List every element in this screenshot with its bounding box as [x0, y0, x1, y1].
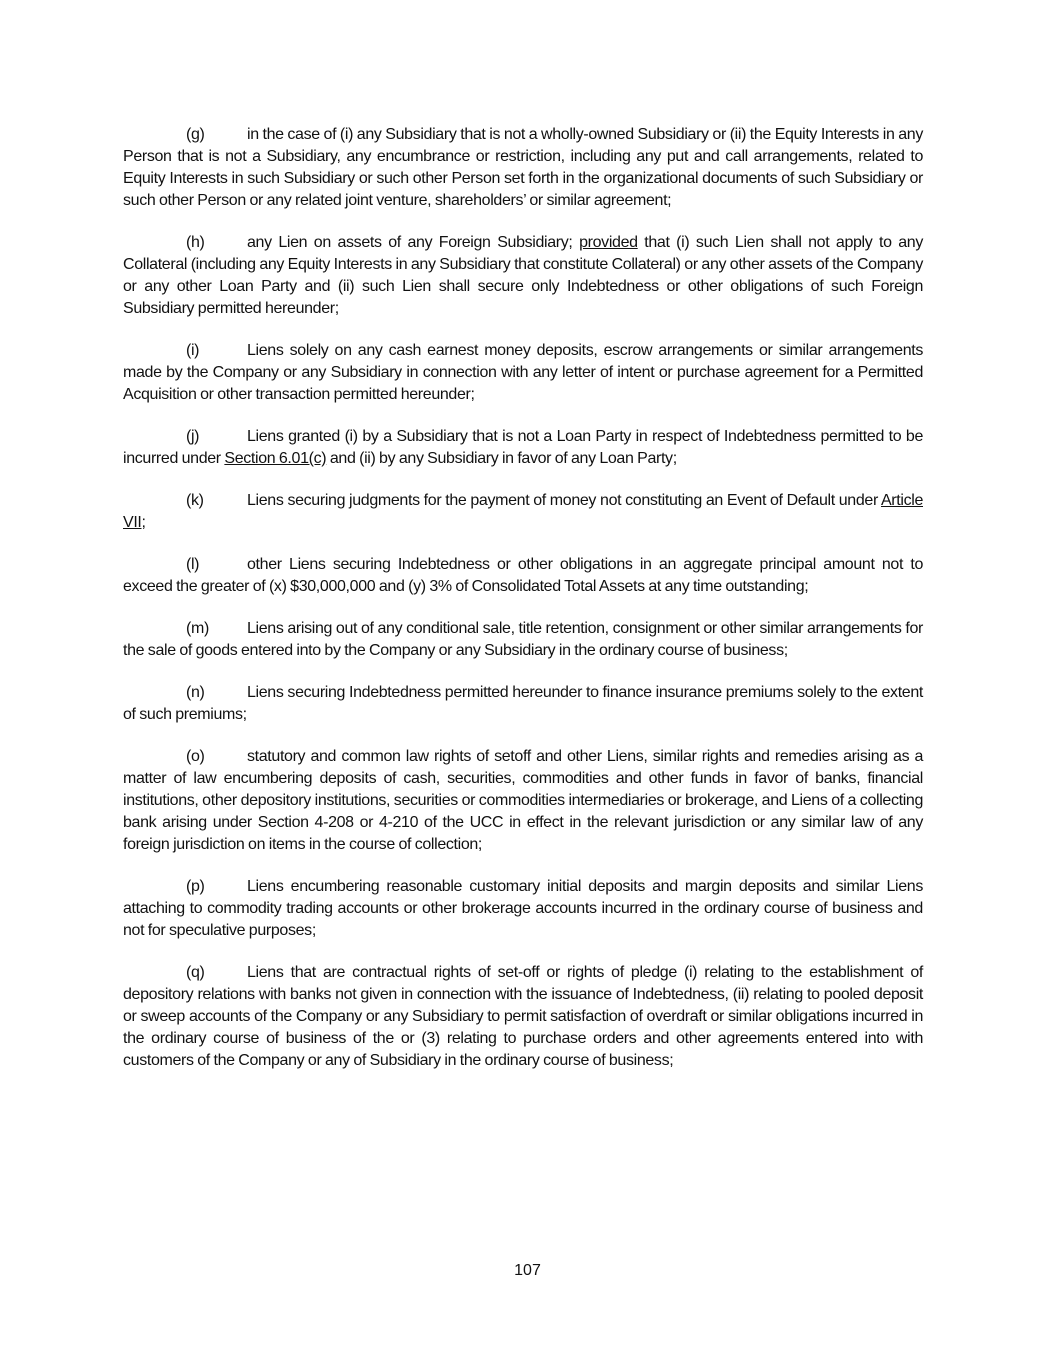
clause-text: Liens solely on any cash earnest money deposits, escrow arrangements or similar arrangements made by the Company or any Subsidiary in connection with any letter of intent or purchase agreement for a Permitted Acquisition or other transaction permitted hereunder;	[123, 342, 923, 403]
page-number: 107	[514, 1262, 541, 1279]
clause-label: (k)	[186, 492, 204, 509]
clause-i	[123, 340, 923, 406]
clause-text: that (i) such Lien shall not apply to any Collateral (including any Equity Interests in any Subsidiary that constitute Collateral) or any other assets of the Company or any other Loan Party and (ii) such Lien shall secure only Indebtedness or other obligations of such Foreign Subsidiary permitted hereunder;	[123, 234, 923, 317]
clause-text: and (ii) by any Subsidiary in favor of any Loan Party;	[326, 450, 677, 467]
document-body	[123, 124, 923, 1092]
clause-label: (i)	[186, 342, 200, 359]
section-reference: Section 6.01(c)	[224, 450, 327, 467]
clause-text: ;	[141, 514, 146, 531]
clause-text: Liens securing Indebtedness permitted hereunder to finance insurance premiums solely to the extent of such premiums;	[123, 684, 923, 723]
clause-label: (n)	[186, 684, 205, 701]
clause-text: Liens arising out of any conditional sale, title retention, consignment or other similar arrangements for the sale of goods entered into by the Company or any Subsidiary in the ordinary course of business;	[123, 620, 923, 659]
clause-label: (g)	[186, 126, 205, 143]
clause-text: Liens securing judgments for the payment of money not constituting an Event of Default under	[247, 492, 881, 509]
clause-text: Liens that are contractual rights of set-off or rights of pledge (i) relating to the establishment of depository relations with banks not given in connection with the issuance of Indebtedness, (ii) relating to pooled deposit or sweep accounts of the Company or any Subsidiary to permit satisfaction of overdraft or similar obligations incurred in the ordinary course of business of the or (3) relating to purchase orders and other agreements entered into with customers of the Company or any of Subsidiary in the ordinary course of business;	[123, 964, 923, 1069]
clause-label: (m)	[186, 620, 209, 637]
clause-text: Liens granted (i) by a Subsidiary that is not a Loan Party in respect of Indebtedness permitted to be incurred under	[123, 428, 923, 467]
clause-label: (j)	[186, 428, 200, 445]
clause-n	[123, 682, 923, 726]
clause-m	[123, 618, 923, 662]
clause-text: Liens encumbering reasonable customary initial deposits and margin deposits and similar Liens attaching to commodity trading accounts or other brokerage accounts incurred in the ordinary course of business and not for speculative purposes;	[123, 878, 923, 939]
clause-label: (o)	[186, 748, 205, 765]
clause-g	[123, 124, 923, 212]
clause-text: other Liens securing Indebtedness or other obligations in an aggregate principal amount not to exceed the greater of (x) $30,000,000 and (y) 3% of Consolidated Total Assets at any time outstanding;	[123, 556, 923, 595]
clause-o	[123, 746, 923, 856]
clause-text: statutory and common law rights of setoff and other Liens, similar rights and remedies arising as a matter of law encumbering deposits of cash, securities, commodities and other funds in favor of banks, financial institutions, other depository institutions, securities or commodities intermediaries or brokerage, and Liens of a collecting bank arising under Section 4-208 or 4-210 of the UCC in effect in the relevant jurisdiction or any similar law of any foreign jurisdiction on items in the course of collection;	[123, 748, 923, 853]
clause-label: (l)	[186, 556, 200, 573]
clause-label: (q)	[186, 964, 205, 981]
clause-text: in the case of (i) any Subsidiary that is not a wholly-owned Subsidiary or (ii) the Equity Interests in any Person that is not a Subsidiary, any encumbrance or restriction, including any put and call arrangements, related to Equity Interests in such Subsidiary or such other Person set forth in the organizational documents of such Subsidiary or such other Person or any related joint venture, shareholders’ or similar agreement;	[123, 126, 923, 209]
clause-text: any Lien on assets of any Foreign Subsidiary;	[247, 234, 580, 251]
article-reference: Article VII	[123, 492, 923, 531]
clause-k	[123, 490, 923, 534]
underlined-term: provided	[579, 234, 638, 251]
clause-p	[123, 876, 923, 942]
clause-label: (h)	[186, 234, 205, 251]
clause-q	[123, 962, 923, 1072]
clause-h	[123, 232, 923, 320]
clause-l	[123, 554, 923, 598]
clause-j	[123, 426, 923, 470]
clause-label: (p)	[186, 878, 205, 895]
